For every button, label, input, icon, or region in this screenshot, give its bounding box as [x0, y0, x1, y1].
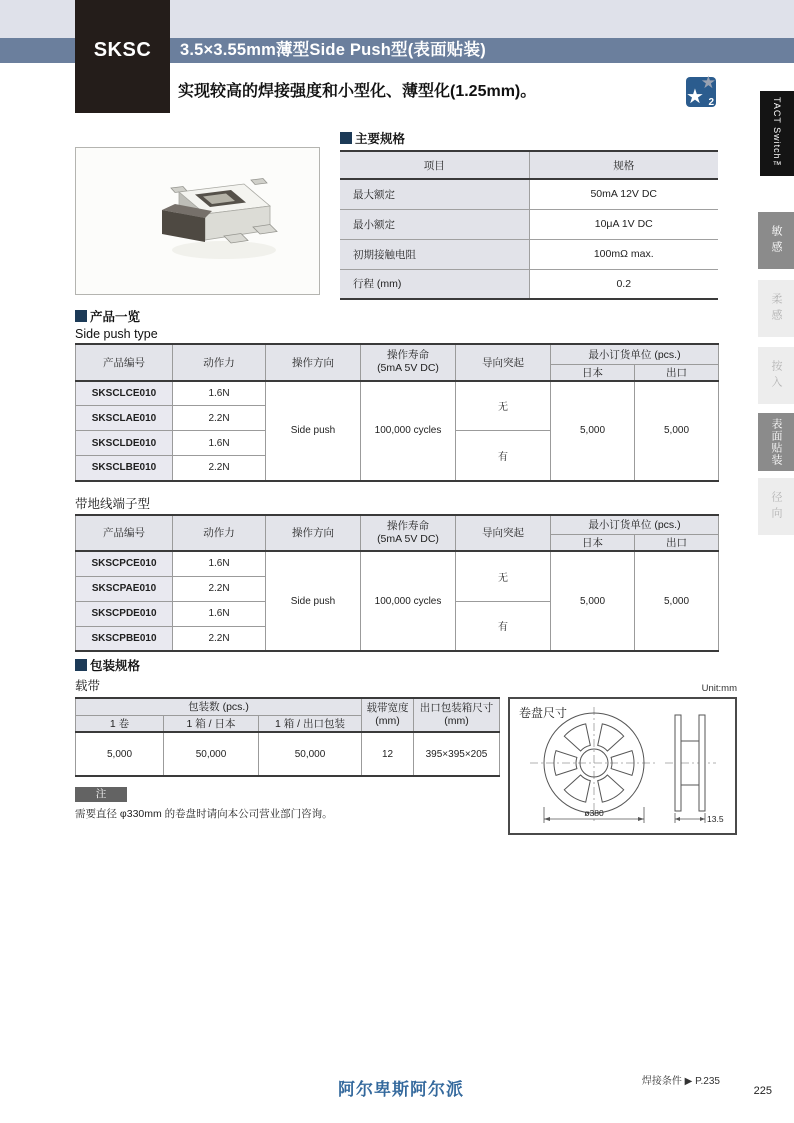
note-text: 需要直径 φ330mm 的卷盘时请向本公司营业部门咨询。	[75, 808, 333, 820]
qty-reel-value: 5,000	[76, 732, 164, 776]
part-number: SKSCPBE010	[76, 626, 173, 651]
unit-label: Unit:mm	[701, 683, 737, 694]
moq-japan-value: 5,000	[551, 551, 635, 651]
guide-none-value: 无	[456, 551, 551, 601]
model-box	[75, 0, 170, 113]
col-header-guide: 导向突起	[456, 515, 551, 552]
packaging-heading: 包装规格	[75, 656, 499, 674]
spec-value: 0.2	[529, 269, 718, 299]
col-header-moq: 最小订货单位 (pcs.)	[551, 344, 719, 364]
col-header-moq: 最小订货单位 (pcs.)	[551, 515, 719, 535]
col-header-direction: 操作方向	[266, 344, 361, 381]
section-marker-icon	[75, 310, 87, 322]
star-white-icon: ★	[686, 86, 704, 108]
life-value: 100,000 cycles	[361, 551, 456, 651]
main-specs-heading: 主要规格	[340, 129, 718, 147]
table-row	[76, 732, 500, 776]
tape-width-value: 12	[362, 732, 414, 776]
packaging-subtitle: 载带	[75, 679, 101, 693]
spec-value: 10μA 1V DC	[529, 209, 718, 239]
col-header-guide: 导向突起	[456, 344, 551, 381]
col-header-life: 操作寿命 (5mA 5V DC)	[361, 515, 456, 552]
reel-width-dim: 13.5	[707, 814, 724, 824]
table1-subtitle: Side push type	[75, 327, 158, 341]
part-number: SKSCLCE010	[76, 381, 173, 406]
col-header-japan: 日本	[551, 535, 635, 552]
force-value: 1.6N	[173, 381, 266, 406]
guide-with-value: 有	[456, 431, 551, 481]
sidebar-tab-radial[interactable]: 径向	[758, 478, 794, 535]
spec-item: 行程 (mm)	[340, 269, 529, 299]
series-tab	[760, 91, 794, 176]
direction-value: Side push	[266, 381, 361, 481]
force-value: 2.2N	[173, 576, 266, 601]
col-header-part: 产品编号	[76, 344, 173, 381]
reel-dimensions-box	[508, 697, 737, 835]
reel-diameter-dim: ø380	[584, 808, 604, 818]
force-value: 1.6N	[173, 431, 266, 456]
col-header-life: 操作寿命 (5mA 5V DC)	[361, 344, 456, 381]
table-row	[340, 209, 718, 239]
table-row	[340, 179, 718, 209]
part-number: SKSCPCE010	[76, 551, 173, 576]
star-gray-icon: ★	[700, 73, 716, 92]
sidebar-tab-soft[interactable]: 柔感	[758, 280, 794, 337]
part-number: SKSCLBE010	[76, 456, 173, 481]
col-header-direction: 操作方向	[266, 515, 361, 552]
page-number: 225	[753, 1085, 772, 1097]
sidebar-tab-push[interactable]: 按入	[758, 347, 794, 404]
part-number: SKSCPAE010	[76, 576, 173, 601]
main-specs-table	[340, 150, 718, 300]
product-list-section	[75, 307, 718, 652]
table-row	[76, 381, 719, 406]
col-header-carton: 出口包装箱尺寸 (mm)	[414, 698, 500, 732]
table-row	[340, 269, 718, 299]
table2-subtitle: 带地线端子型	[75, 496, 151, 511]
page-subtitle: 实现较高的焊接强度和小型化、薄型化(1.25mm)。	[178, 83, 537, 100]
section-marker-icon	[75, 659, 87, 671]
page-title: 3.5×3.55mm薄型Side Push型(表面贴装)	[180, 41, 486, 59]
col-header-box-japan: 1 箱 / 日本	[164, 715, 259, 732]
main-specs-section	[340, 129, 718, 300]
col-header-box-export: 1 箱 / 出口包装	[259, 715, 362, 732]
series-label: TACT Switch™	[772, 96, 782, 171]
moq-japan-value: 5,000	[551, 381, 635, 481]
force-value: 2.2N	[173, 456, 266, 481]
force-value: 1.6N	[173, 601, 266, 626]
col-header-part: 产品编号	[76, 515, 173, 552]
rating-badge	[686, 73, 716, 108]
model-name: SKSC	[93, 39, 152, 61]
guide-with-value: 有	[456, 601, 551, 651]
col-header-japan: 日本	[551, 364, 635, 381]
brand-logo: 阿尔卑斯阿尔派	[338, 1080, 464, 1099]
product-photo-frame	[75, 147, 320, 295]
moq-export-value: 5,000	[635, 381, 719, 481]
moq-export-value: 5,000	[635, 551, 719, 651]
packaging-table	[75, 697, 500, 777]
force-value: 2.2N	[173, 406, 266, 431]
col-header-reel: 1 卷	[76, 715, 164, 732]
col-header-force: 动作力	[173, 515, 266, 552]
table-row	[340, 239, 718, 269]
solder-condition-link[interactable]: 焊接条件 ▶ P.235	[641, 1076, 720, 1087]
sidebar-tab-minkan[interactable]: 敏感	[758, 212, 794, 269]
part-number: SKSCPDE010	[76, 601, 173, 626]
table-row	[76, 551, 719, 576]
product-list-heading: 产品一览	[75, 307, 718, 325]
col-header-item: 项目	[340, 151, 529, 179]
section-marker-icon	[340, 132, 352, 144]
ground-terminal-table	[75, 514, 719, 653]
spec-item: 最大额定	[340, 179, 529, 209]
col-header-export: 出口	[635, 535, 719, 552]
life-value: 100,000 cycles	[361, 381, 456, 481]
packaging-section	[75, 656, 499, 821]
col-header-spec: 规格	[529, 151, 718, 179]
part-number: SKSCLAE010	[76, 406, 173, 431]
note-badge: 注	[75, 787, 127, 802]
rating-count: 2	[708, 97, 714, 108]
spec-value: 50mA 12V DC	[529, 179, 718, 209]
part-number: SKSCLDE010	[76, 431, 173, 456]
force-value: 2.2N	[173, 626, 266, 651]
sidebar-tab-smd[interactable]: 表面贴装	[758, 413, 794, 471]
reel-title: 卷盘尺寸	[519, 706, 568, 720]
col-header-tape-width: 载带宽度 (mm)	[362, 698, 414, 732]
force-value: 1.6N	[173, 551, 266, 576]
col-header-force: 动作力	[173, 344, 266, 381]
spec-item: 初期接触电阻	[340, 239, 529, 269]
col-header-export: 出口	[635, 364, 719, 381]
spec-value: 100mΩ max.	[529, 239, 718, 269]
col-header-qty: 包装数 (pcs.)	[76, 698, 362, 715]
qty-box-japan-value: 50,000	[164, 732, 259, 776]
spec-item: 最小额定	[340, 209, 529, 239]
carton-size-value: 395×395×205	[414, 732, 500, 776]
direction-value: Side push	[266, 551, 361, 651]
qty-box-export-value: 50,000	[259, 732, 362, 776]
side-push-table	[75, 343, 719, 482]
guide-none-value: 无	[456, 381, 551, 431]
product-photo	[76, 148, 319, 294]
